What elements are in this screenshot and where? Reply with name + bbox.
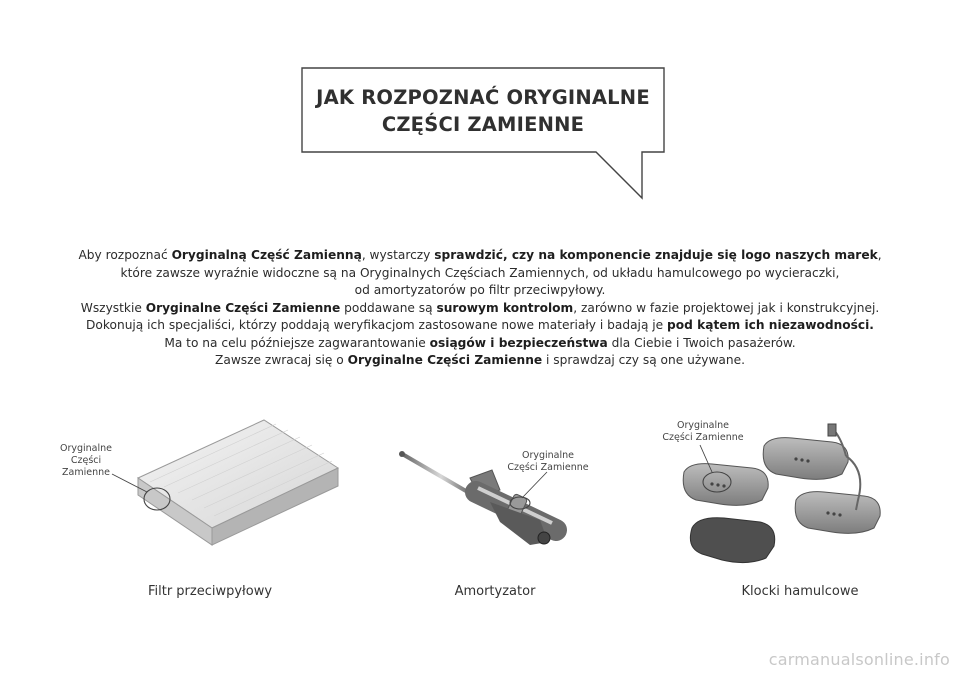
paragraph-line-6: Ma to na celu późniejsze zagwarantowanie osiągów i bezpieczeństwa dla Ciebie i Twoich pasażerów. [164,335,796,350]
paragraph-line-7: Zawsze zwracaj się o Oryginalne Części Zamienne i sprawdzaj czy są one używane. [215,353,745,367]
caption-brake-pads: Klocki hamulcowe [741,584,859,599]
callout-filter: Oryginalne Części Zamienne [59,443,113,478]
caption-filter: Filtr przeciwpyłowy [147,584,273,599]
paragraph-line-4: Wszystkie Oryginalne Części Zamienne poddawane są surowym kontrolom, zarówno w fazie projektowej jak i konstrukcyjnej. [80,300,880,315]
paragraph-line-1: Aby rozpoznać Oryginalną Część Zamienną, wystarczy sprawdzić, czy na komponencie znajduje się logo naszych marek, [78,248,882,262]
title-line-1: JAK ROZPOZNAĆ ORYGINALNE [316,86,650,109]
caption-shock-absorber: Amortyzator [454,584,536,599]
paragraph-line-5: Dokonują ich specjaliści, którzy poddają weryfikacjom zastosowane nowe materiały i badają je pod kątem ich niezawodności. [86,318,874,332]
callout-shock-absorber: Oryginalne Części Zamienne [507,450,589,473]
title-line-2: CZĘŚCI ZAMIENNE [381,113,585,136]
watermark: carmanualsonline.info [768,650,950,669]
cabin-filter-image [112,420,338,545]
paragraph-line-2: które zawsze wyraźnie widoczne są na Oryginalnych Częściach Zamiennych, od układu hamulcowego po wycieraczki, [120,265,840,280]
paragraph-line-3: od amortyzatorów po filtr przeciwpyłowy. [354,283,606,297]
brake-pads-image [683,424,880,563]
callout-brake-pads: Oryginalne Części Zamienne [662,420,744,443]
